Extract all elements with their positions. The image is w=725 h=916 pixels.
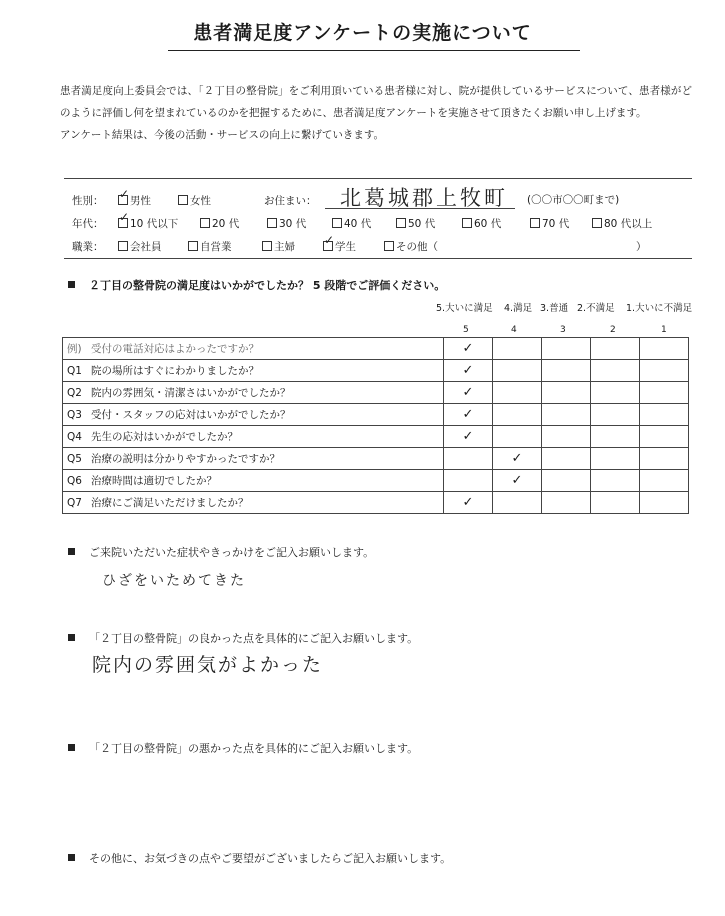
question-text-cell: [63, 492, 444, 514]
rating-cell-4[interactable]: [493, 426, 542, 448]
age-option-70s[interactable]: 70 代: [530, 216, 569, 231]
question-number: Q5: [67, 453, 82, 465]
checkbox[interactable]: [462, 218, 472, 228]
checkbox[interactable]: [200, 218, 210, 228]
checkbox[interactable]: [396, 218, 406, 228]
question-text: 院の場所はすぐにわかりましたか？: [91, 365, 259, 377]
rating-cell-2[interactable]: [591, 426, 640, 448]
job-label: 職業：: [72, 241, 104, 253]
open-question-symptoms: ご来院いただいた症状やきっかけをご記入お願いします。: [68, 544, 374, 560]
question-row: [63, 492, 689, 514]
open-question-good-points: 「２丁目の整骨院」の良かった点を具体的にご記入お願いします。: [68, 630, 418, 646]
rating-cell-4[interactable]: [493, 448, 542, 470]
address-handwritten: 北葛城郡上牧町: [340, 186, 508, 210]
question-number: Q4: [67, 431, 82, 443]
checkbox[interactable]: [323, 233, 335, 251]
square-bullet-icon: [68, 854, 75, 861]
question-number: 例): [67, 343, 82, 355]
job-option-homemaker[interactable]: 主婦: [262, 239, 295, 254]
job-option-other[interactable]: その他（: [384, 239, 438, 254]
age-option-30s[interactable]: 30 代: [267, 216, 306, 231]
rating-cell-3[interactable]: [542, 382, 591, 404]
question-row: [63, 382, 689, 404]
rating-cell-5[interactable]: [444, 470, 493, 492]
rating-cell-2[interactable]: [591, 492, 640, 514]
scale-label-1: 1.大いに不満足: [626, 303, 693, 314]
rating-cell-1[interactable]: [640, 338, 689, 360]
rating-cell-2[interactable]: [591, 360, 640, 382]
question-row: [63, 404, 689, 426]
question-text: 治療の説明は分かりやすかったですか？: [91, 453, 280, 465]
intro-text: [60, 80, 692, 146]
check-mark-icon: ✓: [119, 187, 130, 201]
rating-cell-2[interactable]: [591, 382, 640, 404]
square-bullet-icon: [68, 281, 75, 288]
checkbox[interactable]: [384, 241, 394, 251]
question-text: 治療時間は適切でしたか？: [91, 475, 217, 487]
rating-cell-1[interactable]: [640, 426, 689, 448]
question-row: [63, 360, 689, 382]
check-mark-icon: ✓: [511, 451, 523, 466]
address-label: お住まい：: [264, 195, 317, 207]
rating-cell-3[interactable]: [542, 470, 591, 492]
rating-table: [62, 337, 689, 514]
job-other-close-paren: ）: [636, 241, 647, 253]
check-mark-icon: ✓: [511, 473, 523, 488]
question-text: 受付・スタッフの応対はいかがでしたか？: [91, 409, 291, 421]
rating-cell-3[interactable]: [542, 448, 591, 470]
job-option-student[interactable]: ✓ 学生: [324, 233, 356, 253]
check-mark-icon: ✓: [119, 210, 130, 224]
scale-number: 4: [511, 325, 517, 335]
question-text: 治療にご満足いただけましたか？: [91, 497, 249, 509]
question-text-cell: [63, 338, 444, 360]
question-text: 院内の雰囲気・清潔さはいかがでしたか？: [91, 387, 291, 399]
rating-cell-1[interactable]: [640, 470, 689, 492]
intro-paragraph: 患者満足度向上委員会では、「２丁目の整骨院」をご利用頂いている患者様に対し、院が提供しているサービスについて、患者様がどのように評価し何を望まれているのかを把握するために、患者満足度アンケートを実施させて頂きたくお願い申し上げます。: [60, 85, 692, 119]
rating-cell-4[interactable]: [493, 360, 542, 382]
check-mark-icon: ✓: [462, 495, 474, 510]
check-mark-icon: ✓: [462, 407, 474, 422]
rating-cell-4[interactable]: [493, 492, 542, 514]
check-mark-icon: ✓: [462, 363, 474, 378]
age-option-60s[interactable]: 60 代: [462, 216, 501, 231]
answer-symptoms: ひざをいためてきた: [102, 573, 246, 589]
question-text-cell: [63, 404, 444, 426]
question-text: 先生の応対はいかがでしたか？: [91, 431, 238, 443]
question-text-cell: [63, 448, 444, 470]
address-underline: [325, 208, 515, 209]
rating-cell-2[interactable]: [591, 470, 640, 492]
rating-cell-3[interactable]: [542, 426, 591, 448]
age-option-40s[interactable]: 40 代: [332, 216, 371, 231]
rating-cell-5[interactable]: [444, 426, 493, 448]
question-number: Q6: [67, 475, 82, 487]
checkbox[interactable]: [118, 241, 128, 251]
rating-cell-2[interactable]: [591, 448, 640, 470]
scale-label-5: 5.大いに満足: [436, 303, 493, 314]
survey-heading: ２丁目の整骨院の満足度はいかがでしたか？ 5 段階でご評価ください。: [68, 277, 445, 293]
rating-cell-5[interactable]: [444, 492, 493, 514]
rating-cell-5[interactable]: [444, 338, 493, 360]
checkbox[interactable]: [188, 241, 198, 251]
rating-cell-1[interactable]: [640, 492, 689, 514]
rating-cell-2[interactable]: [591, 404, 640, 426]
rating-cell-3[interactable]: [542, 492, 591, 514]
rating-cell-4[interactable]: [493, 404, 542, 426]
rating-cell-5[interactable]: [444, 360, 493, 382]
rating-cell-3[interactable]: [542, 338, 591, 360]
rating-cell-1[interactable]: [640, 404, 689, 426]
question-number: Q3: [67, 409, 82, 421]
gender-option-female[interactable]: 女性: [178, 193, 211, 208]
rating-cell-2[interactable]: [591, 338, 640, 360]
rating-cell-5[interactable]: [444, 382, 493, 404]
checkbox[interactable]: [118, 210, 130, 228]
square-bullet-icon: [68, 548, 75, 555]
rating-cell-1[interactable]: [640, 360, 689, 382]
question-number: Q1: [67, 365, 82, 377]
rating-cell-4[interactable]: [493, 338, 542, 360]
checkbox[interactable]: [332, 218, 342, 228]
checkbox[interactable]: [530, 218, 540, 228]
square-bullet-icon: [68, 634, 75, 641]
scale-number: 3: [560, 325, 566, 335]
checkbox[interactable]: [267, 218, 277, 228]
page-title: 患者満足度アンケートの実施について: [193, 22, 532, 44]
rating-cell-5[interactable]: [444, 404, 493, 426]
question-row: [63, 470, 689, 492]
question-row: [63, 426, 689, 448]
check-mark-icon: ✓: [462, 341, 474, 356]
profile-top-rule: [64, 178, 692, 179]
title-underline: [168, 50, 580, 51]
gender-option-male[interactable]: ✓ 男性: [119, 187, 151, 207]
age-option-80s[interactable]: 80 代以上: [592, 216, 652, 231]
question-text-cell: [63, 382, 444, 404]
age-option-20s[interactable]: 20 代: [200, 216, 239, 231]
checkbox[interactable]: [178, 195, 188, 205]
rating-cell-3[interactable]: [542, 404, 591, 426]
address-note: (〇〇市〇〇町まで): [527, 194, 620, 206]
profile-bottom-rule: [64, 258, 692, 259]
age-option-50s[interactable]: 50 代: [396, 216, 435, 231]
scale-label-4: 4.満足: [504, 303, 533, 314]
intro-paragraph: アンケート結果は、今後の活動・サービスの向上に繋げていきます。: [60, 129, 385, 141]
question-text-cell: [63, 426, 444, 448]
rating-cell-1[interactable]: [640, 382, 689, 404]
question-row: [63, 448, 689, 470]
rating-cell-3[interactable]: [542, 360, 591, 382]
gender-label: 性別：: [72, 195, 104, 207]
square-bullet-icon: [68, 744, 75, 751]
rating-cell-1[interactable]: [640, 448, 689, 470]
scale-label-3: 3.普通: [540, 303, 569, 314]
rating-cell-5[interactable]: [444, 448, 493, 470]
example-row: [63, 338, 689, 360]
checkbox[interactable]: [592, 218, 602, 228]
checkbox[interactable]: [262, 241, 272, 251]
open-question-bad-points: 「２丁目の整骨院」の悪かった点を具体的にご記入お願いします。: [68, 740, 418, 756]
question-text-cell: [63, 470, 444, 492]
open-question-other: その他に、お気づきの点やご要望がございましたらご記入お願いします。: [68, 850, 451, 866]
check-mark-icon: ✓: [324, 233, 335, 247]
check-mark-icon: ✓: [462, 429, 474, 444]
scale-number: 1: [661, 325, 667, 335]
rating-cell-4[interactable]: [493, 470, 542, 492]
scale-number: 5: [463, 325, 469, 335]
rating-cell-4[interactable]: [493, 382, 542, 404]
job-option-employee[interactable]: 会社員: [118, 239, 162, 254]
check-mark-icon: ✓: [462, 385, 474, 400]
age-option-10s[interactable]: ✓ 10 代以下: [119, 210, 179, 230]
answer-good-points: 院内の雰囲気がよかった: [92, 654, 324, 676]
question-text-cell: [63, 360, 444, 382]
scale-number: 2: [610, 325, 616, 335]
question-number: Q2: [67, 387, 82, 399]
scale-label-2: 2.不満足: [577, 303, 615, 314]
age-label: 年代：: [72, 218, 104, 230]
question-number: Q7: [67, 497, 82, 509]
checkbox[interactable]: [118, 187, 130, 205]
job-option-self-employed[interactable]: 自営業: [188, 239, 232, 254]
question-text: 受付の電話対応はよかったですか？: [91, 343, 259, 355]
